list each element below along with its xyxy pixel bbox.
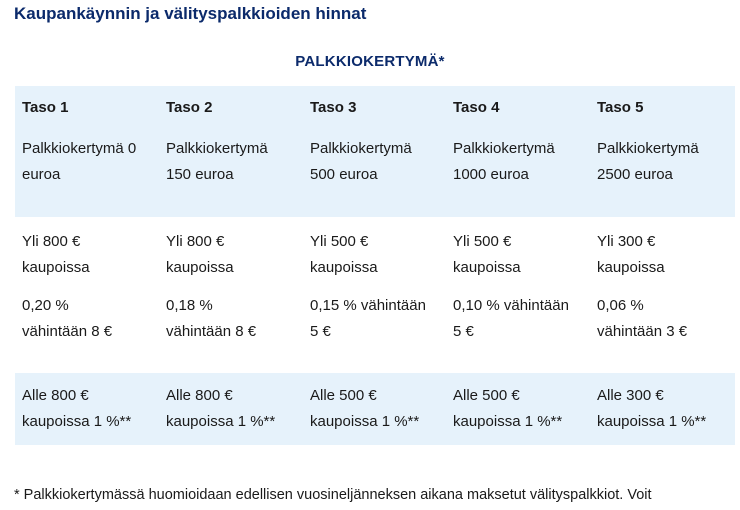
pricing-table <box>15 86 735 445</box>
tier-name: Taso 5 <box>597 99 644 116</box>
over-threshold-row <box>15 218 735 371</box>
over-threshold-fee: 0,10 % vähintään 5 € <box>453 297 569 340</box>
page-title: Kaupankäynnin ja välityspalkkioiden hinnat <box>14 4 367 23</box>
tier-threshold: Palkkiokertymä 1000 euroa <box>453 140 555 183</box>
under-threshold-cell: Alle 300 € kaupoissa 1 %** <box>597 387 707 430</box>
tier-name: Taso 4 <box>453 99 500 116</box>
tier-name: Taso 1 <box>22 99 69 116</box>
tier-header-row <box>15 86 735 217</box>
over-threshold-fee: 0,18 % vähintään 8 € <box>166 297 257 340</box>
under-threshold-cell: Alle 500 € kaupoissa 1 %** <box>453 387 563 430</box>
tier-threshold: Palkkiokertymä 150 euroa <box>166 140 268 183</box>
tier-threshold: Palkkiokertymä 500 euroa <box>310 140 412 183</box>
over-threshold-cell: Yli 300 € kaupoissa <box>597 233 665 276</box>
over-threshold-fee: 0,20 % vähintään 8 € <box>22 297 113 340</box>
under-threshold-cell: Alle 800 € kaupoissa 1 %** <box>22 387 132 430</box>
under-threshold-cell: Alle 800 € kaupoissa 1 %** <box>166 387 276 430</box>
footnote: * Palkkiokertymässä huomioidaan edellisen vuosineljänneksen aikana maksetut välityspalkkiot. Voit <box>14 487 652 503</box>
under-threshold-cell: Alle 500 € kaupoissa 1 %** <box>310 387 420 430</box>
tier-threshold: Palkkiokertymä 0 euroa <box>22 140 137 183</box>
over-threshold-fee: 0,06 % vähintään 3 € <box>597 297 688 340</box>
table-subtitle: PALKKIOKERTYMÄ* <box>295 53 445 70</box>
over-threshold-cell: Yli 500 € kaupoissa <box>310 233 378 276</box>
under-threshold-row <box>15 373 735 445</box>
over-threshold-fee: 0,15 % vähintään 5 € <box>310 297 426 340</box>
tier-threshold: Palkkiokertymä 2500 euroa <box>597 140 699 183</box>
tier-name: Taso 3 <box>310 99 357 116</box>
tier-name: Taso 2 <box>166 99 213 116</box>
over-threshold-cell: Yli 800 € kaupoissa <box>22 233 90 276</box>
over-threshold-cell: Yli 800 € kaupoissa <box>166 233 234 276</box>
over-threshold-cell: Yli 500 € kaupoissa <box>453 233 521 276</box>
